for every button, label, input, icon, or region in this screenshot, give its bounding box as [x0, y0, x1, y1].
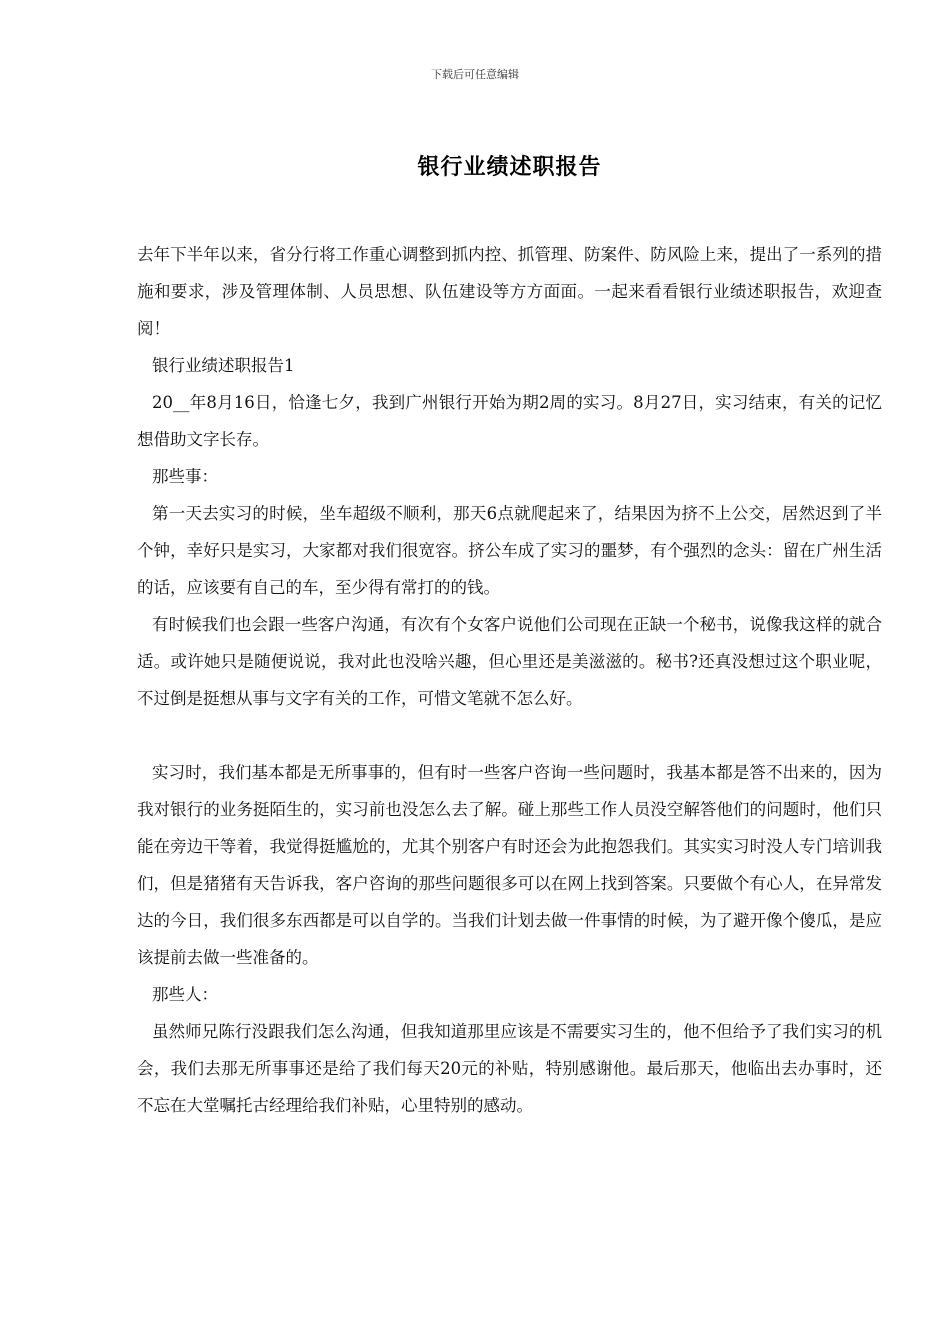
section-heading: 银行业绩述职报告1 [152, 356, 295, 375]
blank-line [137, 717, 882, 754]
paragraph: 虽然师兄陈行没跟我们怎么沟通，但我知道那里应该是不需要实习生的，他不但给予了我们实习的机会，我们去那无所事事还是给了我们每天20元的补贴，特别感谢他。最后那天，他临出去办事时，还不忘在大堂嘱托古经理给我们补贴，心里特别的感动。 [137, 1022, 882, 1115]
paragraph: 实习时，我们基本都是无所事事的，但有时一些客户咨询一些问题时，我基本都是答不出来的，因为我对银行的业务挺陌生的，实习前也没怎么去了解。碰上那些工作人员没空解答他们的问题时，他们只能在旁边干等着，我觉得挺尴尬的，尤其个别客户有时还会为此抱怨我们。其实实习时没人专门培训我们，但是猪猪有天告诉我，客户咨询的那些问题很多可以在网上找到答案。只要做个有心人，在异常发达的今日，我们很多东西都是可以自学的。当我们计划去做一件事情的时候，为了避开像个傻瓜，是应该提前去做一些准备的。 [137, 763, 882, 967]
document-title: 银行业绩述职报告 [417, 155, 602, 180]
header-note: 下载后可任意编辑 [431, 68, 519, 81]
subheading-events: 那些事： [152, 467, 218, 486]
paragraph: 第一天去实习的时候，坐车超级不顺利，那天6点就爬起来了，结果因为挤不上公交，居然迟到了半个钟，幸好只是实习，大家都对我们很宽容。挤公车成了实习的噩梦，有个强烈的念头：留在广州生活的话，应该要有自己的车，至少得有常打的的钱。 [137, 504, 882, 597]
document-body [137, 236, 882, 1124]
intro-paragraph: 去年下半年以来，省分行将工作重心调整到抓内控、抓管理、防案件、防风险上来，提出了一系列的措施和要求，涉及管理体制、人员思想、队伍建设等方方面面。一起来看看银行业绩述职报告，欢迎查阅！ [137, 245, 882, 338]
subheading-people: 那些人： [152, 985, 218, 1004]
paragraph: 20__年8月16日，恰逢七夕，我到广州银行开始为期2周的实习。8月27日，实习结束，有关的记忆想借助文字长存。 [137, 393, 882, 449]
paragraph: 有时候我们也会跟一些客户沟通，有次有个女客户说他们公司现在正缺一个秘书，说像我这样的就合适。或许她只是随便说说，我对此也没啥兴趣，但心里还是美滋滋的。秘书?还真没想过这个职业呢，不过倒是挺想从事与文字有关的工作，可惜文笔就不怎么好。 [137, 615, 882, 708]
